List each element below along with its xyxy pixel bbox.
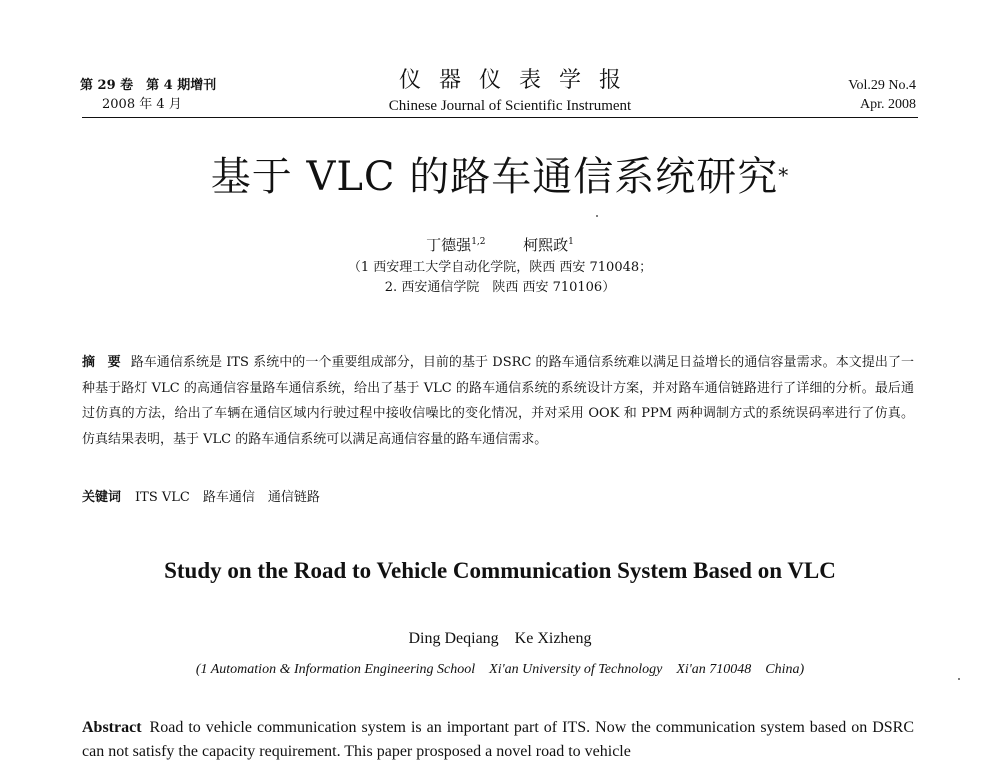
abstract-cn xyxy=(82,350,914,452)
keywords-cn-label: 关键词 xyxy=(82,490,122,505)
scan-speck xyxy=(958,678,960,680)
header-volume-block xyxy=(80,76,216,114)
journal-masthead xyxy=(340,66,680,116)
author-en-name: Ke Xizheng xyxy=(514,630,592,647)
author-cn-name: 丁德强 xyxy=(426,236,472,254)
author-cn-name: 柯熙政 xyxy=(523,236,569,254)
authors-cn xyxy=(0,232,1000,255)
abstract-cn-text: 路车通信系统是 ITS 系统中的一个重要组成部分，目前的基于 DSRC 的路车通信系统难以满足日益增长的通信容量需求。本文提出了一种基于路灯 VLC 的高通信容量路车通信系统，给出了基于 VLC 的路车通信系统的系统设计方案，并对路车通信链路进行了详细的分析。最后通过仿真的方法，给出了车辆在通信区域内行驶过程中接收信噪比的变化情况，并对采用 OOK 和 PPM 两种调制方式的系统误码率进行了仿真。仿真结果表明，基于 VLC 的路车通信系统可以满足高通信容量的路车通信需求。 xyxy=(82,355,914,447)
affiliation-en: (1 Automation & Information Engineering School Xi'an University of Technology Xi'an 710048 China) xyxy=(195,662,805,677)
journal-name-en: Chinese Journal of Scientific Instrument xyxy=(388,98,632,114)
title-footnote-mark: * xyxy=(778,163,790,187)
affiliation-cn-line-1: （1 西安理工大学自动化学院，陕西 西安 710048； xyxy=(347,260,653,275)
paper-title-en: Study on the Road to Vehicle Communication System Based on VLC xyxy=(164,558,836,583)
abstract-en xyxy=(82,716,914,764)
scan-speck xyxy=(596,215,598,217)
affiliation-cn-line-2: 2. 西安通信学院 陕西 西安 710106） xyxy=(384,280,616,295)
author-cn-sup: 1 xyxy=(568,237,574,247)
keywords-cn-text: ITS VLC 路车通信 通信链路 xyxy=(135,490,320,505)
abstract-en-label: Abstract xyxy=(82,719,142,736)
paper-title-cn-text: 基于 VLC 的路车通信系统研究 xyxy=(210,154,779,200)
header-volume-issue-en: Vol.29 No.4 xyxy=(848,78,916,93)
authors-en xyxy=(0,629,1000,649)
header-volume-issue-cn: 第 29 卷 第 4 期增刊 xyxy=(80,78,217,93)
journal-name-cn: 仪器仪表学报 xyxy=(398,68,639,93)
paper-title-cn xyxy=(0,152,1000,202)
affiliation-cn xyxy=(0,258,1000,298)
header-rule xyxy=(82,117,918,118)
abstract-en-text: Road to vehicle communication system is an important part of ITS. Now the communication system based on DSRC can not satisfy the capacity requirement. This paper prosposed a novel road to vehicle xyxy=(82,719,914,760)
header-date-en: Apr. 2008 xyxy=(860,97,916,112)
header-volume-block-en xyxy=(848,76,916,114)
author-cn-sup: 1,2 xyxy=(471,237,486,247)
header-date-cn: 2008 年 4 月 xyxy=(102,97,182,112)
abstract-cn-label: 摘 要 xyxy=(82,355,125,370)
author-en-name: Ding Deqiang xyxy=(408,630,499,647)
keywords-cn xyxy=(82,488,320,508)
